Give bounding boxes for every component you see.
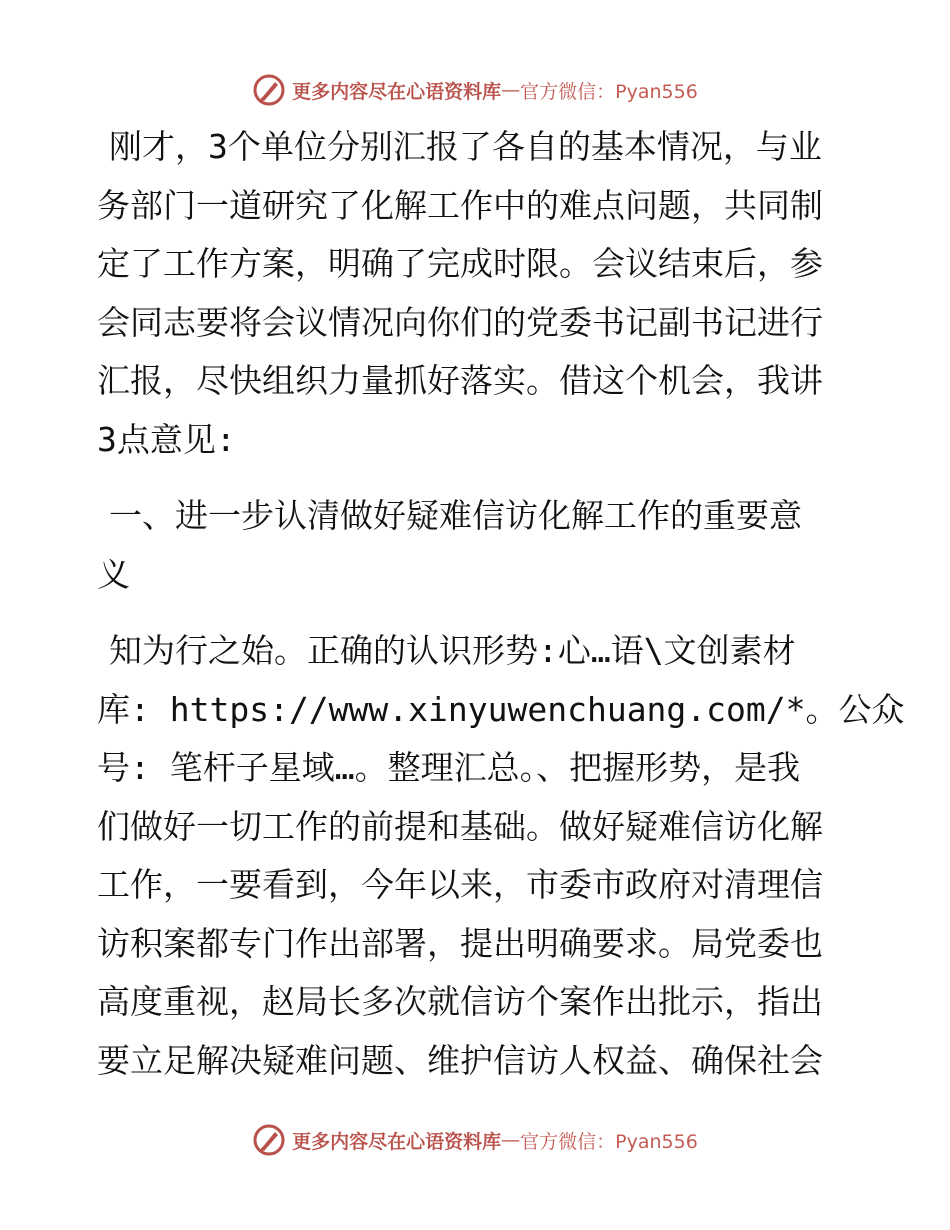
paragraph-intro [97,118,857,469]
text-line: 号: 笔杆子星域…。整理汇总。、把握形势，是我 [97,748,801,787]
banner-wechat: 官方微信：Pyan556 [520,1130,698,1153]
pen-logo-icon [252,1123,286,1157]
text-line: 访积案都专门作出部署，提出明确要求。局党委也 [97,923,823,963]
heading-line: 一、进一步认清做好疑难信访化解工作的重要意 [109,496,802,535]
text-line: 会同志要将会议情况向你们的党委书记副书记进行 [97,302,823,342]
pen-logo-icon [252,73,286,107]
banner-separator: — [501,1129,521,1151]
banner-separator: — [501,79,521,101]
text-line: 高度重视，赵局长多次就信访个案作出批示，指出 [97,982,823,1021]
text-line: 刚才，3个单位分别汇报了各自的基本情况，与业 [109,127,822,166]
section-heading [97,487,857,604]
text-line: 汇报，尽快组织力量抓好落实。借这个机会，我讲 [97,361,823,400]
header-banner [0,68,950,112]
footer-banner [0,1118,950,1162]
text-line: 要立足解决疑难问题、维护信访人权益、确保社会 [97,1040,823,1080]
banner-title: 更多内容尽在心语资料库 [292,80,502,103]
text-line: 知为行之始。正确的认识形势:心…语\文创素材 [109,631,796,670]
text-line: 工作，一要看到，今年以来，市委市政府对清理信 [97,865,823,904]
banner-title: 更多内容尽在心语资料库 [292,1130,502,1153]
text-line: 务部门一道研究了化解工作中的难点问题，共同制 [97,185,823,225]
text-line: 们做好一切工作的前提和基础。做好疑难信访化解 [97,806,823,846]
text-line: 3点意见: [97,419,236,459]
text-line: 库: https://www.xinyuwenchuang.com/*。公众 [97,689,905,729]
paragraph-body [97,622,905,1090]
heading-line: 义 [97,554,130,594]
banner-wechat: 官方微信：Pyan556 [520,80,698,103]
document-body [97,118,905,1090]
text-line: 定了工作方案，明确了完成时限。会议结束后，参 [97,244,823,283]
